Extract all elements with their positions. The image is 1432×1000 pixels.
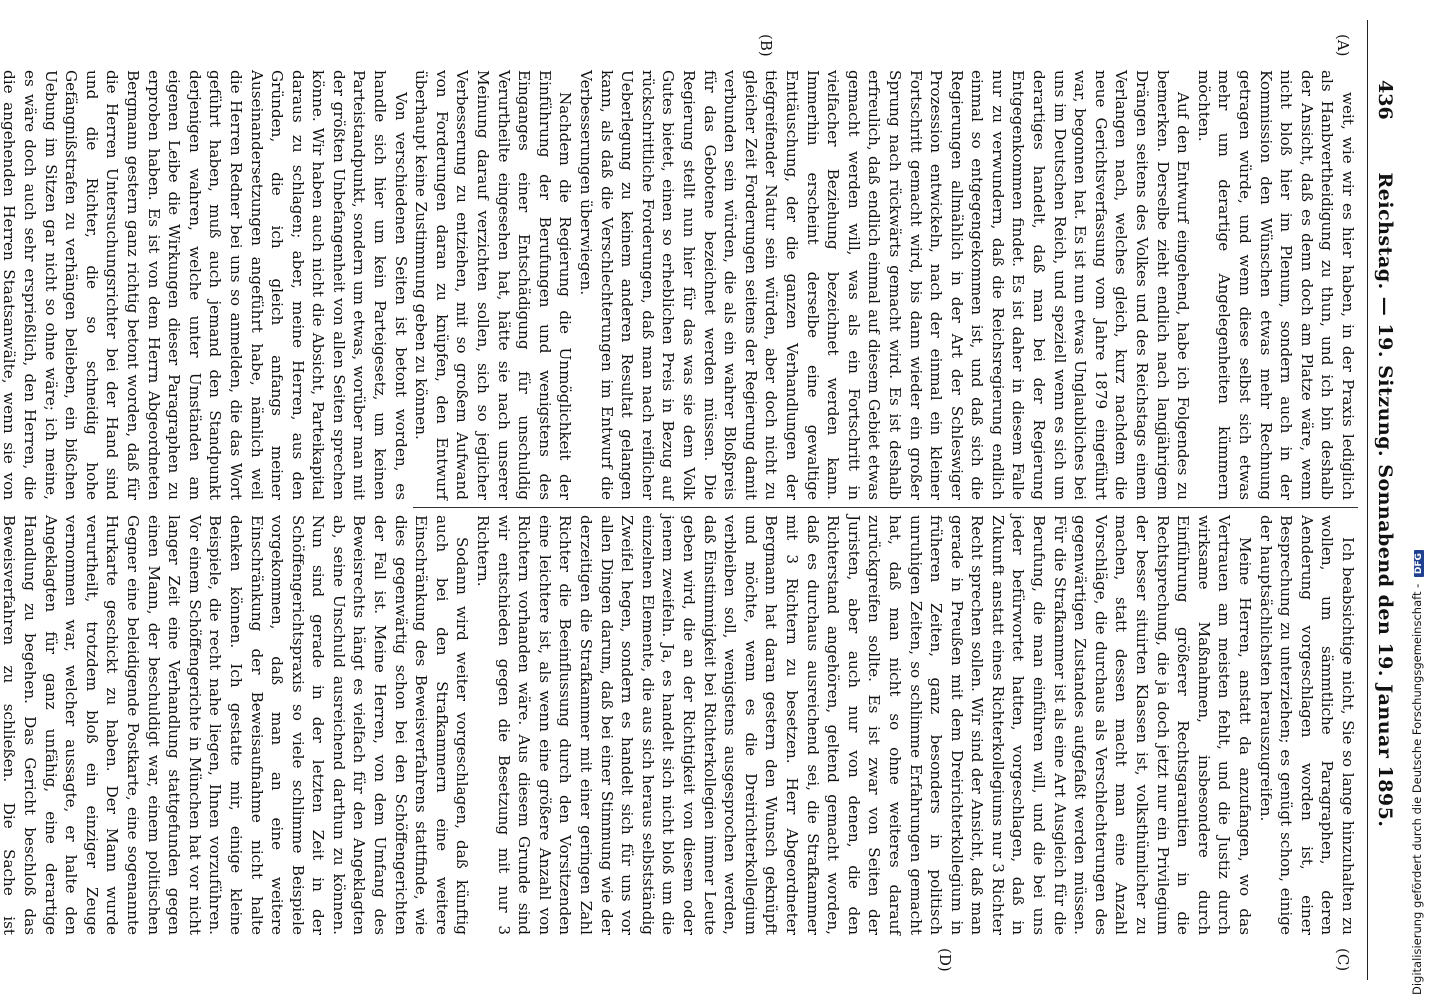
paragraph: Meine Herren, anstatt da anzufangen, wo das Vertrauen am meisten fehlt, und die Justiz durch wirksame Maßnahmen, insbesondere durch Einführung größerer Rechtsgarantien in die Rechtsprechung, die ja doch jetzt nur ein Privilegium der besser situirten Klassen ist, volksthümlicher zu machen, statt dessen macht man eine Anzahl Vorschläge, die durchaus als Verschlechterungen des gegenwärtigen Zustandes aufgefaßt werden müssen. Für die Strafkammer ist als eine Art Ausgleich für die Berufung, die man einführen will, und die bei uns jeder befürwortet hatten, vorgeschlagen, daß in Zukunft anstatt eines Richterkollegiums nur 3 Richter Recht sprechen sollen. Wir sind der Ansicht, daß man gerade in Preußen mit dem Dreirichterkollegium in früheren Zeiten, ganz besonders in politisch unruhigen Zeiten, so schlimme Erfahrungen gemacht hat, daß man nicht so ohne weiteres darauf zurückgreifen sollte. Es ist zwar von Seiten der Juristen, aber auch nur von denen, die den Richterstand angehören, geltend gemacht worden, daß es durchaus ausreichend sei, die Strafkammer mit 3 Richtern zu besetzen. Herr Abgeordneter Bergmann hat daran gestern den Wunsch geknüpft und möchte, wenn es die Dreirichterkollegium verbleiben soll, wenigstens ausgesprochen werden, daß Einstimmigkeit bei Richterkollegien immer Leute geben wird, die an der Richtigkeit von diesem oder jenem zweifeln. Ja, es handelt sich nicht bloß um die einzelnen Elemente, die aus sich heraus selbstständig Zweifel hegen, sondern es handelt sich für uns vor allen Dingen darum, daß bei einer Stimmung wie der derzeitigen die Strafkammer mit einer geringen Zahl Richter die Beeinflussung durch den Vorsitzenden eine leichtere ist, als wenn eine größere Anzahl von Richtern vorhanden wäre. Aus diesem Grunde sind wir entschieden gegen die Besetzung mit nur 3 Richtern. <box>474 515 1255 935</box>
margin-letter-a: (A) <box>1334 34 1352 57</box>
margin-letter-b: (B) <box>757 34 775 57</box>
page-number: 436 <box>1374 80 1396 120</box>
column-divider <box>413 507 1358 508</box>
paragraph: Sodann wird weiter vorgeschlagen, daß künftig auch bei den Strafkammern eine weitere Einschränkung des Beweisverfahrens stattfinde, wie dies gegenwärtig schon bei den Schöffengerichten der Fall ist. Meine Herren, von dem Umfang des Beweisrechts hängt es vielfach für den Angeklagten ab, seine Unschuld ausreichend darthun zu können. Nun sind gerade in der letzten Zeit in der Schöffengerichtspraxis so viele schlimme Beispiele vorgekommen, daß man an eine weitere Einschränkung der Beweisaufnahme nicht halte denken können. Ich gestatte mir, einige kleine Beispiele, die recht nahe liegen, Ihnen vorzuführen. Vor einem Schöffengerichte in München hat vor nicht langer Zeit eine Verhandlung stattgefunden gegen einen Mann, der beschuldigt war, einem politischen Gegner eine beleidigende Postkarte, eine sogenannte Hurkarte geschickt zu haben. Der Mann wurde verurtheilt, trotzdem bloß ein einziger Zeuge vernommen war, welcher aussagte, er halte den Angeklagten für ganz unfähig, eine derartige Handlung zu begehen. Das Gericht beschloß das Beweisverfahren zu schließen. Die Sache ist <box>0 515 472 935</box>
running-title: Reichstag. — 19. Sitzung. Sonnabend den 19. Januar 1895. <box>1374 172 1396 828</box>
paragraph: Auf den Entwurf eingehend, habe ich Folgendes zu bemerken. Derselbe zieht endlich nach langjährigem Drängen seitens des Volkes und des Reichstags einem Verlangen nach, welches gleich, kurz nachdem die neue Gerichtsverfassung vom Jahre 1879 eingeführt war, begonnen hat. Es ist nun etwas Unglaubliches bei uns im Deutschen Reich, und speziell wenn es sich um derartiges handelt, daß man bei der Regierung Entgegenkommen findet. Es ist daher in diesem Falle nur zu verwundern, daß die Reichsregierung endlich einmal so entgegengekommen ist, und daß sich die Regierungen allmählich in der Art der Schleswiger Prozession entwickeln, nach der einmal ein kleiner Fortschritt gemacht wird, bis dann wieder ein großer Sprung nach rückwärts gemacht wird. Es ist deshalb erfreulich, daß endlich einmal auf diesem Gebiet etwas gemacht werden will, was als ein Fortschritt in vielfacher Beziehung bezeichnet werden kann. Immerhin erscheint derselbe eine gewaltige Enttäuschung, der die ganzen Verhandlungen der tiefgreifender Natur sein würden, aber doch nicht zu gleicher Zeit Forderungen seitens der Regierung damit verbunden sein würden, die als ein wahrer Bloßpreis für das Gebotene bezeichnet werden müssen. Die Regierung stellt nun hier für das was sie dem Volk Gutes bietet, einen so erheblichen Preis in Bezug auf rückschrittliche Forderungen, daß man nach reiflicher Ueberlegung zu keinem anderen Resultat gelangen kann, als daß die Verschlechterungen im Entwurf die Verbesserungen überwiegen. <box>577 70 1193 500</box>
margin-letter-c: (C) <box>1334 948 1352 972</box>
paragraph: weit, wie wir es hier haben, in der Praxis lediglich als Hanbvertheidigung zu thun, und ich bin deshalb der Ansicht, daß es denn doch am Platze wäre, wenn nicht bloß hier im Plenum, sondern auch in der Kommission den Wünschen etwas mehr Rechnung getragen würde, und wenn diese selbst sich etwas mehr um derartige Angelegenheiten kümmern möchten. <box>1194 70 1357 500</box>
page-header <box>1367 20 1402 980</box>
left-column <box>0 70 1358 500</box>
paragraph: Nachdem die Regierung die Unmöglichkeit der Einführung der Berufungen und wenigstens des Einganges einer Entschädigung für unschuldig Verurtheilte eingesehen hat, hätte sie nach unserer Meinung darauf verzichten sollen, sich so jeglicher Verbesserung zu entziehen, mit so großem Aufwand von Forderungen daran zu knüpfen, den Entwurf überhaupt keine Zustimmung geben zu können. <box>412 70 575 500</box>
dfg-logo-icon: DFG <box>1414 550 1424 577</box>
paragraph: Von verschiedenen Seiten ist betont worden, es handle sich hier um kein Parteigesetz, um keinen Parteistandpunkt, sondern um etwas, worüber man mit der größten Unbefangenheit von allen Seiten sprechen könne. Wir haben auch nicht die Absicht, Parteikapital daraus zu schlagen; aber, meine Herren, aus den Gründen, die ich gleich anfangs meiner Auseinandersetzungen angeführt habe, nämlich weil die Herren Redner bei uns so anmelden, die das Wort geführt haben, muß auch jemand den Standpunkt derjenigen wahren, welche unter Umständen am eigenen Leibe die Wirkungen dieser Paragraphen zu erproben haben. Es ist von dem Herrn Abgeordneten Bergmann gestern ganz richtig betont worden, daß für die Herren Untersuchungsrichter bei der Hand sind und die Richter, die so schneidig hohe Gefängnißstrafen zu verhängen belieben, ein bißchen Uebung im Sitzen gar nicht so ohne wäre; ich meine, es wäre doch auch sehr ersprießlich, den Herren, die die angehenden Herren Staatsanwälte, wenn sie von <box>0 70 410 500</box>
credit-text: Digitalisierung gefördert durch die Deutsche Forschungsgemeinschaft - <box>1410 583 1424 995</box>
margin-letter-d: (D) <box>936 948 954 972</box>
digitization-credit <box>1410 550 1424 995</box>
right-column <box>0 515 1358 935</box>
paragraph: Ich beabsichtige nicht, Sie so lange hinzuhalten zu wollen, um sämmtliche Paragraphen, deren Aenderung vorgeschlagen worden ist, einer Besprechung zu unterziehen; es genügt schon, einige der hauptsächlichsten herauszugreifen. <box>1256 515 1357 935</box>
